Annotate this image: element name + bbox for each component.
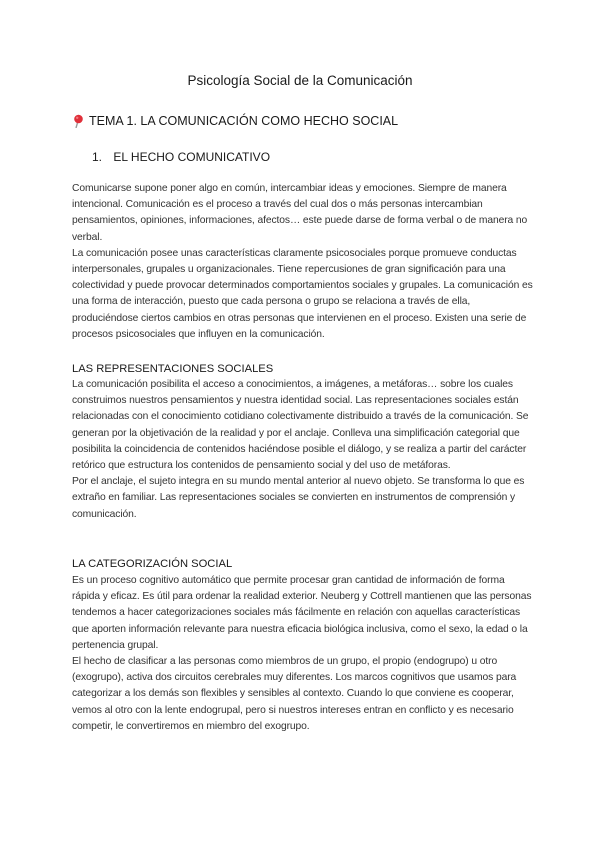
section-heading-categorizacion: LA CATEGORIZACIÓN SOCIAL <box>72 558 233 570</box>
subsection-heading <box>92 150 270 164</box>
paragraph: La comunicación posee unas características claramente psicosociales porque promueve conductas interpersonales, grupales u organizacionales. Tiene repercusiones de gran significación para una colectividad y puede provocar determinados comportamientos sociales y grupales. La comunicación es una forma de interacción, puesto que cada persona o grupo se relaciona a través de ella, produciéndose ciertos cambios en otras personas que intervienen en el proceso. Existen una serie de procesos psicosociales que influyen en la comunicación. <box>72 247 533 340</box>
section-intro <box>72 181 534 343</box>
subsection-number: 1. <box>92 150 103 164</box>
paragraph: La comunicación posibilita el acceso a conocimientos, a imágenes, a metáforas… sobre los cuales construimos nuestros pensamientos y nuestra identidad social. Las representaciones sociales están relacionadas con el conocimiento cotidiano colectivamente distribuido a través de la comunicación. Se generan por la objetivación de la realidad y por el anclaje. Conlleva una simplificación categorial que posibilita la coincidencia de contenidos haciéndose posible el diálogo, y se realiza a partir del carácter retórico que estructura los contenidos de pensamiento social y del uso de metáforas. <box>72 379 529 472</box>
section-representaciones <box>72 377 534 523</box>
paragraph: Es un proceso cognitivo automático que permite procesar gran cantidad de información de forma rápida y eficaz. Es útil para ordenar la realidad exterior. Neuberg y Cottrell mantienen que las personas tendemos a hacer categorizaciones sociales más fácilmente en relación con aquellas características que aporten información relevante para nuestra eficacia biológica inclusiva, como el sexo, la edad o la pertenencia grupal. <box>72 575 532 651</box>
topic-heading <box>72 114 398 128</box>
paragraph: Por el anclaje, el sujeto integra en su mundo mental anterior al nuevo objeto. Se transforma lo que es extraño en familiar. Las representaciones sociales se convierten en instrumentos de comprensión y comunicación. <box>72 476 525 520</box>
page-title: Psicología Social de la Comunicación <box>187 73 413 88</box>
paragraph: Comunicarse supone poner algo en común, intercambiar ideas y emociones. Siempre de manera intencional. Comunicación es el proceso a través del cual dos o más personas intercambian pensamientos, opiniones, informaciones, afectos… este puede darse de forma verbal o de manera no verbal. <box>72 183 528 243</box>
topic-label: TEMA 1. LA COMUNICACIÓN COMO HECHO SOCIAL <box>89 114 399 128</box>
paragraph: El hecho de clasificar a las personas como miembros de un grupo, el propio (endogrupo) u otro (exogrupo), activa dos circuitos cerebrales muy diferentes. Los marcos cognitivos que usamos para categorizar a los demás son flexibles y sensibles al contexto. Cuando lo que conviene es cooperar, vemos al otro con la lente endogrupal, pero si nuestros intereses entran en conflicto y es necesario competir, le convertiremos en miembro del exogrupo. <box>72 656 517 732</box>
subsection-label: EL HECHO COMUNICATIVO <box>113 150 271 164</box>
section-categorizacion <box>72 573 534 735</box>
pushpin-icon <box>72 114 84 128</box>
section-heading-representaciones: LAS REPRESENTACIONES SOCIALES <box>72 363 274 375</box>
